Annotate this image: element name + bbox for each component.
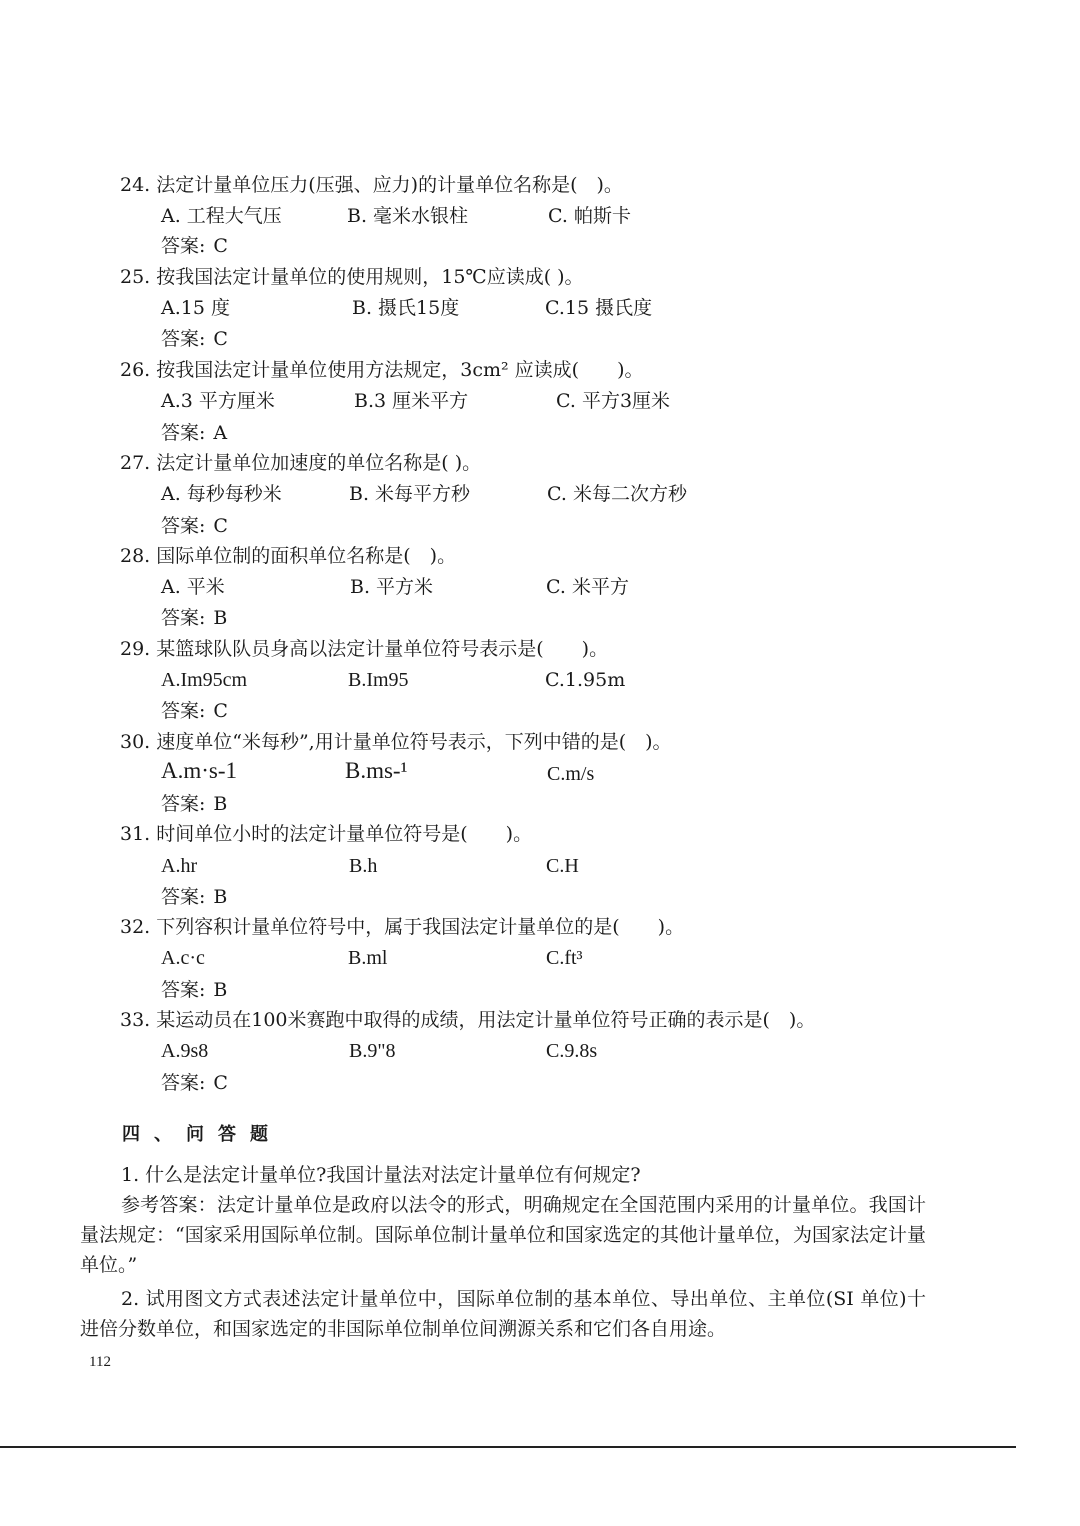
answer-value: C bbox=[213, 515, 228, 537]
option-b: B.ms-¹ bbox=[345, 758, 408, 783]
option-a: A.m·s-1 bbox=[161, 758, 238, 783]
option-b: B. 米每平方秒 bbox=[349, 483, 471, 505]
answer-label: 答案: bbox=[161, 422, 206, 444]
question-stem: 28. 国际单位制的面积单位名称是( )。 bbox=[120, 545, 457, 567]
answer-label: 答案: bbox=[161, 886, 206, 908]
option-c: C.ft³ bbox=[546, 947, 583, 969]
question-stem: 31. 时间单位小时的法定计量单位符号是( )。 bbox=[120, 823, 533, 845]
answer-label: 答案: bbox=[161, 979, 206, 1001]
answer-line bbox=[161, 233, 228, 259]
option-c: C. 米每二次方秒 bbox=[547, 483, 687, 505]
answer-line bbox=[161, 791, 227, 817]
answer-label: 答案: bbox=[161, 328, 206, 350]
option-b: B.Im95 bbox=[348, 669, 409, 691]
answer-line bbox=[161, 884, 227, 910]
option-a: A.c·c bbox=[161, 947, 205, 969]
answer-line bbox=[161, 977, 227, 1003]
answer-label: 答案: bbox=[161, 793, 206, 815]
option-c: C.9.8s bbox=[546, 1040, 598, 1062]
option-c: C.m/s bbox=[547, 763, 595, 785]
essay-question: 2. 试用图文方式表述法定计量单位中，国际单位制的基本单位、导出单位、主单位(SI 单位)十进倍分数单位，和国家选定的非国际单位制单位间溯源关系和它们各自用途。 bbox=[80, 1288, 926, 1340]
question-stem: 27. 法定计量单位加速度的单位名称是( )。 bbox=[120, 452, 482, 474]
option-b: B.h bbox=[349, 855, 378, 877]
answer-value: C bbox=[213, 328, 228, 350]
answer-line bbox=[161, 420, 227, 446]
answer-label: 答案: bbox=[161, 1072, 206, 1094]
option-c: C.H bbox=[546, 855, 579, 877]
answer-label: 答案: bbox=[161, 700, 206, 722]
page-number: 112 bbox=[89, 1354, 111, 1370]
reference-answer: 参考答案：法定计量单位是政府以法令的形式，明确规定在全国范围内采用的计量单位。我国计量法规定：“国家采用国际单位制。国际单位制计量单位和国家选定的其他计量单位，为国家法定计量单位。” bbox=[80, 1194, 926, 1276]
answer-label: 答案: bbox=[161, 235, 206, 257]
answer-value: C bbox=[213, 235, 228, 257]
option-a: A. 平米 bbox=[161, 576, 225, 598]
question-stem: 32. 下列容积计量单位符号中，属于我国法定计量单位的是( )。 bbox=[120, 916, 685, 938]
option-b: B. 平方米 bbox=[350, 576, 434, 598]
answer-value: C bbox=[213, 700, 228, 722]
answer-line bbox=[161, 698, 228, 724]
answer-label: 答案: bbox=[161, 515, 206, 537]
answer-line bbox=[161, 1070, 228, 1096]
option-c: C. 平方3厘米 bbox=[556, 390, 671, 412]
question-stem: 30. 速度单位“米每秒”,用计量单位符号表示，下列中错的是( )。 bbox=[120, 731, 672, 753]
option-b: B. 摄氏15度 bbox=[352, 297, 460, 319]
option-a: A.Im95cm bbox=[161, 669, 248, 691]
option-b: B.ml bbox=[348, 947, 388, 969]
essay-question: 1. 什么是法定计量单位?我国计量法对法定计量单位有何规定? bbox=[121, 1164, 641, 1186]
option-b: B.9"8 bbox=[349, 1040, 396, 1062]
question-stem: 25. 按我国法定计量单位的使用规则，15℃应读成( )。 bbox=[120, 266, 584, 288]
question-stem: 26. 按我国法定计量单位使用方法规定，3cm² 应读成( )。 bbox=[120, 359, 644, 381]
answer-value: C bbox=[213, 1072, 228, 1094]
option-a: A.3 平方厘米 bbox=[161, 390, 275, 412]
option-c: C.1.95m bbox=[545, 669, 626, 691]
answer-label: 答案: bbox=[161, 607, 206, 629]
option-a: A. 每秒每秒米 bbox=[161, 483, 282, 505]
question-stem: 24. 法定计量单位压力(压强、应力)的计量单位名称是( )。 bbox=[120, 174, 623, 196]
question-stem: 29. 某篮球队队员身高以法定计量单位符号表示是( )。 bbox=[120, 638, 609, 660]
option-a: A.9s8 bbox=[161, 1040, 209, 1062]
answer-value: A bbox=[213, 422, 228, 444]
option-a: A.hr bbox=[161, 855, 198, 877]
option-b: B.3 厘米平方 bbox=[354, 390, 469, 412]
answer-value: B bbox=[213, 886, 228, 908]
answer-line bbox=[161, 605, 227, 631]
section-heading: 四、问答题 bbox=[122, 1124, 282, 1145]
option-b: B. 毫米水银柱 bbox=[347, 205, 469, 227]
option-c: C. 米平方 bbox=[546, 576, 629, 598]
option-a: A.15 度 bbox=[161, 297, 230, 319]
question-stem: 33. 某运动员在100米赛跑中取得的成绩，用法定计量单位符号正确的表示是( )。 bbox=[120, 1009, 816, 1031]
answer-value: B bbox=[213, 607, 228, 629]
footer-rule bbox=[0, 1446, 1016, 1448]
answer-value: B bbox=[213, 793, 228, 815]
answer-value: B bbox=[213, 979, 228, 1001]
option-c: C. 帕斯卡 bbox=[548, 205, 631, 227]
option-a: A. 工程大气压 bbox=[161, 205, 282, 227]
option-c: C.15 摄氏度 bbox=[545, 297, 653, 319]
answer-line bbox=[161, 326, 228, 352]
answer-line bbox=[161, 513, 228, 539]
